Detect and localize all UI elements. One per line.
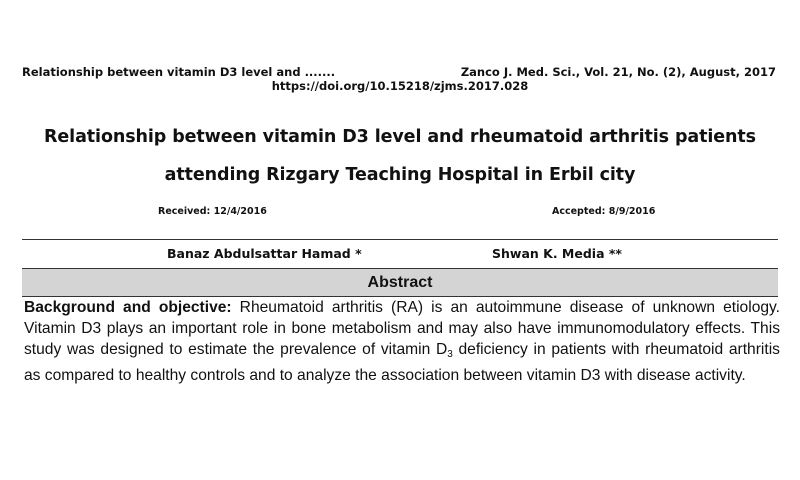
abstract-text-part-2: deficiency in patients with rheumatoid arthritis as compared to healthy controls and to analyze the association between vitamin D3 with disease activity. [24, 341, 780, 384]
abstract-subscript: 3 [447, 349, 453, 360]
received-date: Received: 12/4/2016 [158, 206, 267, 217]
abstract-text-part-1: Rheumatoid arthritis (RA) is an autoimmune disease of unknown etiology. Vitamin D3 plays an important role in bone metabolism and may also have immunomodulatory effects. This study was designed to estimate the prevalence of vitamin D [24, 299, 781, 358]
accepted-date: Accepted: 8/9/2016 [552, 206, 656, 217]
author-1: Banaz Abdulsattar Hamad * [167, 246, 362, 261]
abstract-text [24, 297, 780, 386]
running-title: Relationship between vitamin D3 level and ....... [22, 65, 336, 79]
article-title-line-2: attending Rizgary Teaching Hospital in Erbil city [164, 165, 636, 185]
abstract-lead: Background and objective: [24, 299, 232, 316]
article-title-line-1: Relationship between vitamin D3 level and rheumatoid arthritis patients [44, 127, 756, 147]
article-title [0, 118, 800, 194]
doi-link[interactable]: https://doi.org/10.15218/zjms.2017.028 [271, 79, 529, 93]
abstract-heading: Abstract [22, 268, 778, 297]
author-divider [22, 239, 778, 240]
journal-citation: Zanco J. Med. Sci., Vol. 21, No. (2), August, 2017 [460, 65, 776, 79]
author-2: Shwan K. Media ** [492, 246, 622, 261]
